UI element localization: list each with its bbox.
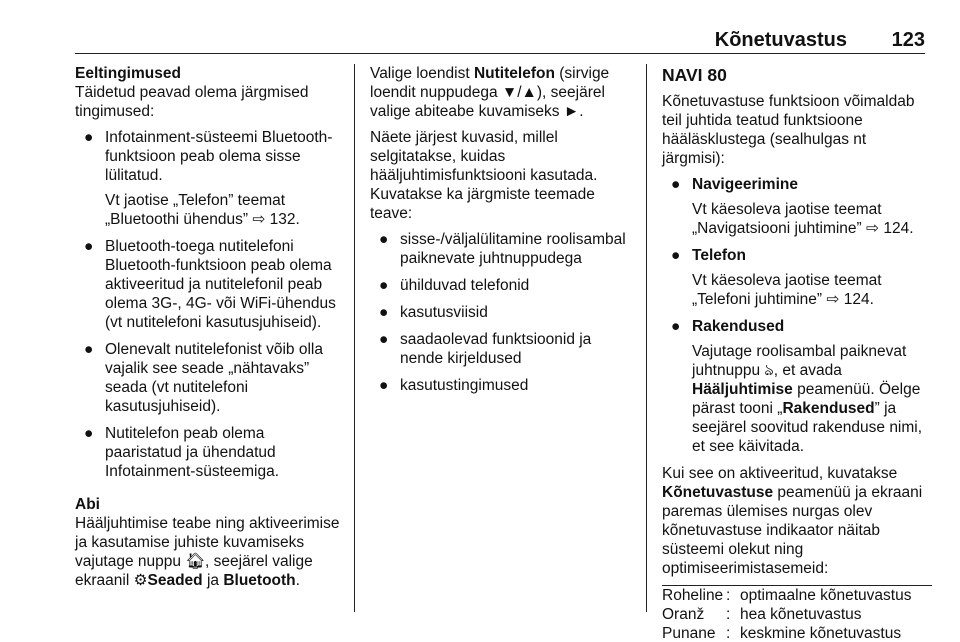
topics-list: [370, 230, 638, 395]
functions-list: [662, 175, 932, 456]
table-row: Punane : keskmine kõnetuvastus: [662, 625, 902, 642]
page-number: 123: [891, 29, 925, 51]
indicator-description: Kui see on aktiveeritud, kuvatakse Kõnetuvastuse peamenüü ja ekraani paremas ülemises nurgas olev kõnetuvastuse indikaator näitab süsteemi olekut ning optimiseerimistasemeid:: [662, 465, 923, 577]
table-row: Roheline : optimaalne kõnetuvastus: [662, 587, 912, 604]
bullet-icon: ●: [379, 231, 389, 248]
column-divider-1: [354, 64, 355, 612]
column-divider-2: [646, 64, 647, 612]
list-item: ● Olenevalt nutitelefonist võib olla vajalik see seade „nähtavaks” seada (vt nutitelefoni kasutusjuhiseid).: [84, 341, 323, 415]
bullet-icon: ●: [84, 341, 94, 358]
column-2: [370, 64, 638, 403]
bullet-icon: ●: [379, 331, 389, 348]
indicator-table: [662, 586, 932, 642]
page-ref-icon: ⇨: [826, 291, 840, 308]
prerequisites-list: [75, 128, 343, 481]
list-item: ● Infotainment-süsteemi Bluetooth-funktsioon peab olema sisse lülitatud. Vt jaotise „Telefon” teemat „Bluetoothi ühendus” ⇨ 132.: [75, 128, 343, 229]
list-item: ● saadaolevad funktsioonid ja nende kirjeldused: [379, 331, 592, 367]
smartphone-help-text: Valige loendist Nutitelefon (sirvige loendit nuppudega ▼/▲), seejärel valige abiteabe kuvamiseks ►.: [370, 65, 610, 120]
list-item: ● sisse-/väljalülitamine roolisambal paiknevate juhtnuppudega: [379, 231, 626, 267]
list-item: ● Nutitelefon peab olema paaristatud ja ühendatud Infotainment-süsteemiga.: [84, 425, 280, 480]
section-title-help: Abi: [75, 496, 100, 513]
voice-control-icon: ঌ: [764, 362, 774, 379]
cross-reference: Vt jaotise „Telefon” teemat „Bluetoothi ühendus” ⇨ 132.: [105, 192, 300, 228]
page-ref-icon: ⇨: [866, 220, 880, 237]
prerequisites-intro: Täidetud peavad olema järgmised tingimused:: [75, 84, 309, 120]
list-item: ● Telefon Vt käesoleva jaotise teemat „Telefoni juhtimine” ⇨ 124.: [662, 246, 932, 309]
bullet-icon: ●: [84, 425, 94, 442]
column-3: [662, 64, 932, 642]
page-header: [75, 28, 925, 54]
bullet-icon: ●: [379, 377, 389, 394]
navi80-intro: Kõnetuvastuse funktsioon võimaldab teil juhtida teatud funktsioone hääläsklustega (sealhulgas nt järgmisi):: [662, 93, 915, 167]
bullet-icon: ●: [671, 247, 681, 264]
list-item: ● kasutustingimused: [379, 377, 529, 394]
table-row: Oranž : hea kõnetuvastus: [662, 606, 862, 623]
column-1: [75, 64, 343, 597]
bullet-icon: ●: [379, 304, 389, 321]
list-item: ● Bluetooth-toega nutitelefoni Bluetooth-funktsioon peab olema aktiveeritud ja nutitelefonil peab olema 3G-, 4G- või WiFi-ühendus (vt nutitelefoni kasutusjuhiseid).: [84, 238, 336, 331]
page-ref-icon: ⇨: [252, 211, 266, 228]
bullet-icon: ●: [671, 176, 681, 193]
home-icon: 🏠︎: [185, 553, 206, 570]
list-item: ● Navigeerimine Vt käesoleva jaotise teemat „Navigatsiooni juhtimine” ⇨ 124.: [662, 175, 932, 238]
list-item: ● Rakendused Vajutage roolisambal paiknevat juhtnuppu ঌ, et avada Hääljuhtimise peamenüü. Öelge pärast tooni „Rakendused” ja seejärel soovitud rakenduse nimi, et see käivitada.: [662, 317, 932, 456]
applications-description: Vajutage roolisambal paiknevat juhtnuppu ঌ, et avada Hääljuhtimise peamenüü. Öelge pärast tooni „Rakendused” ja seejärel soovitud rakenduse nimi, et see käivitada.: [692, 343, 923, 455]
bullet-icon: ●: [379, 277, 389, 294]
list-item: ● ühilduvad telefonid: [379, 277, 530, 294]
list-item: ● kasutusviisid: [379, 304, 488, 321]
section-title-navi80: NAVI 80: [662, 65, 727, 85]
screens-description: Näete järjest kuvasid, millel selgitatakse, kuidas hääljuhtimisfunktsiooni kasutada. Kuvatakse ka järgmiste teemade teave:: [370, 129, 598, 222]
bullet-icon: ●: [84, 238, 94, 255]
gear-icon: ⚙: [133, 572, 148, 589]
page-title: Kõnetuvastus: [714, 29, 847, 51]
bullet-icon: ●: [84, 129, 94, 146]
cross-reference: Vt käesoleva jaotise teemat „Telefoni juhtimine” ⇨ 124.: [692, 272, 882, 308]
help-text: Hääljuhtimise teabe ning aktiveerimise ja kasutamise juhiste kuvamiseks vajutage nuppu 🏠︎, seejärel valige ekraanil ⚙Seaded ja Bluetooth.: [75, 515, 340, 589]
cross-reference: Vt käesoleva jaotise teemat „Navigatsiooni juhtimine” ⇨ 124.: [692, 201, 914, 237]
section-title-prerequisites: Eeltingimused: [75, 65, 181, 82]
bullet-icon: ●: [671, 318, 681, 335]
